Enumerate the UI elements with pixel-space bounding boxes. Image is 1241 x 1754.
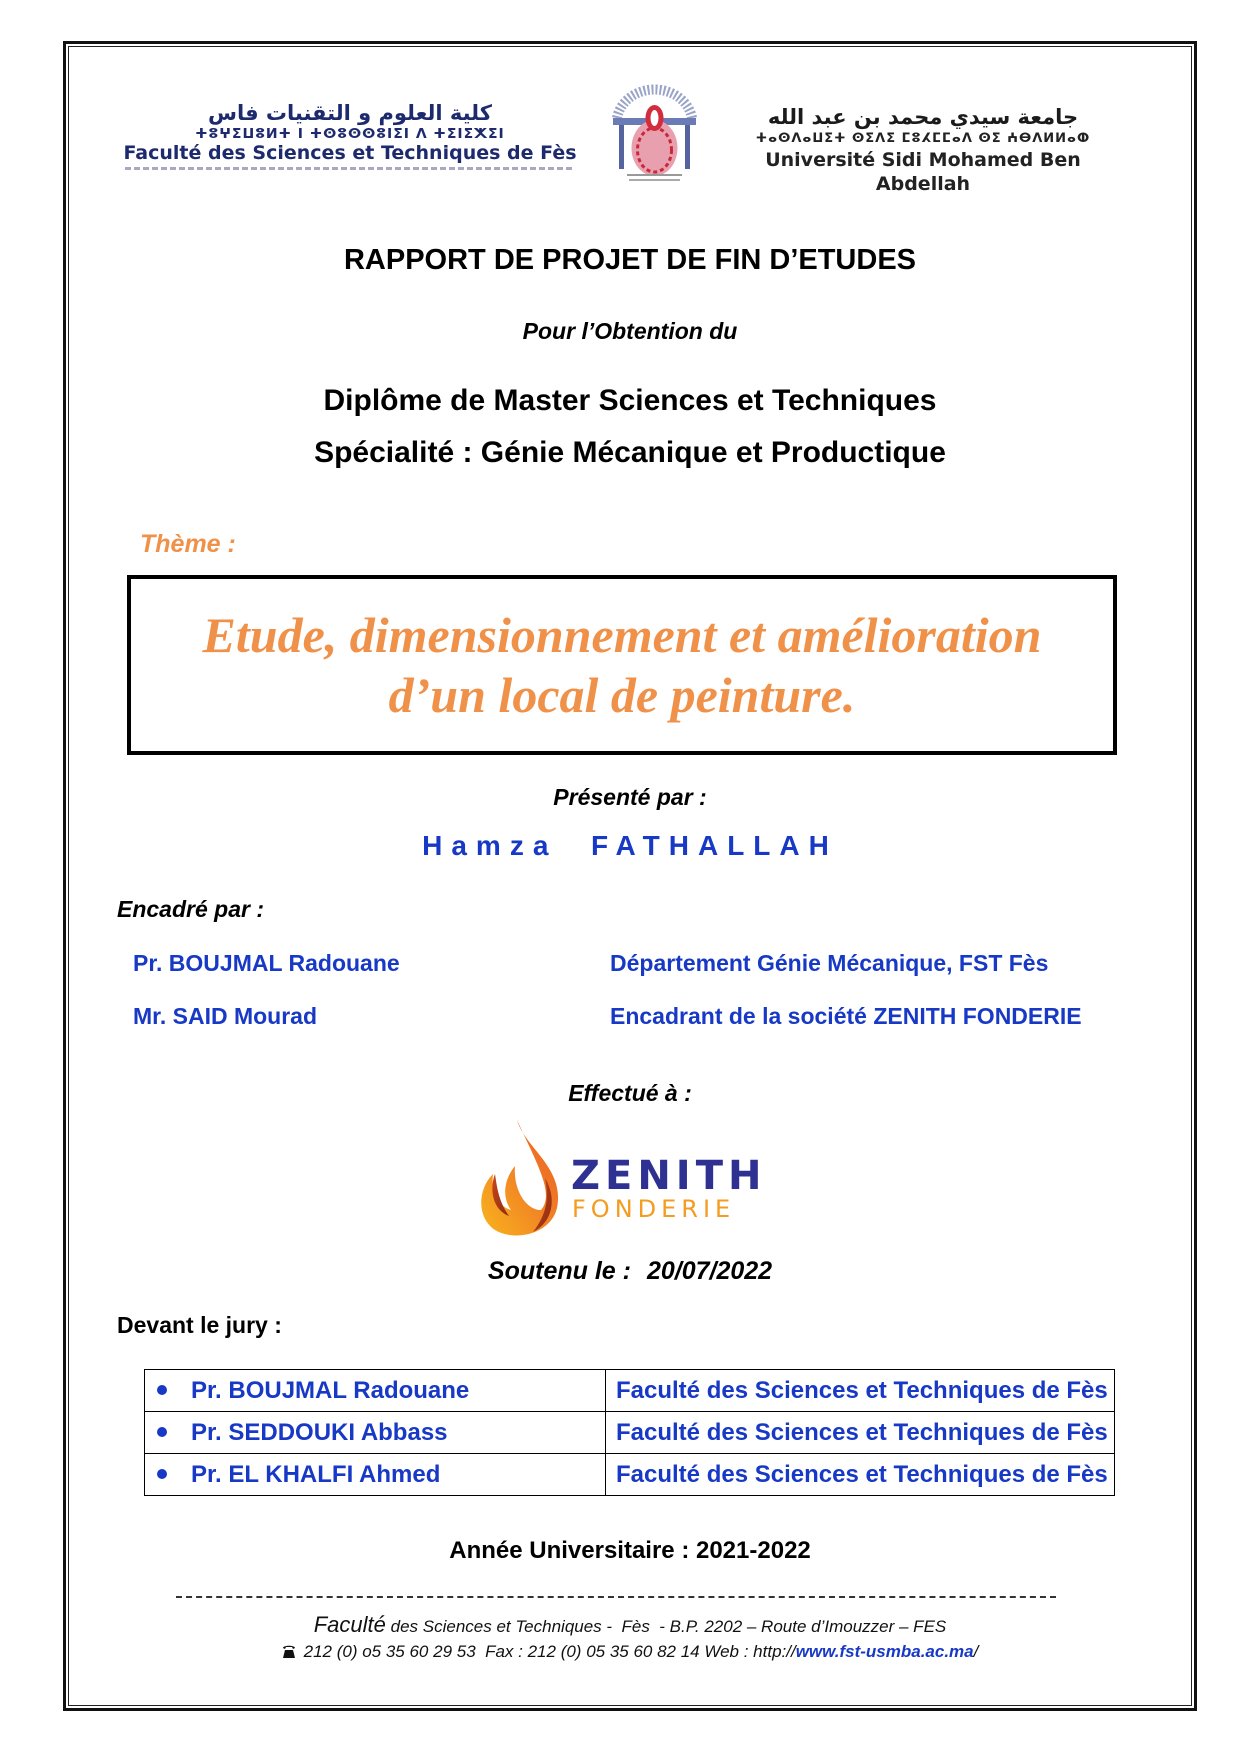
defense-date: 20/07/2022 [646, 1257, 773, 1285]
theme-box [127, 575, 1117, 755]
telephone-icon [282, 1644, 296, 1659]
footer-contact-text: 212 (0) o5 35 60 29 53 Fax : 212 (0) 05 35 60 82 14 Web : http:// [303, 1642, 796, 1661]
academic-year: Année Universitaire : 2021-2022 [449, 1537, 811, 1564]
supervised-by-label: Encadré par : [117, 896, 264, 922]
faculty-name-french: Faculté des Sciences et Techniques de Fès [123, 142, 577, 164]
jury-member-name: Pr. EL KHALFI Ahmed [191, 1460, 441, 1488]
diploma-title: Diplôme de Master Sciences et Techniques [323, 384, 937, 417]
footer-address-faculty: Faculté [313, 1612, 386, 1637]
company-logo-subtitle: FONDERIE [572, 1195, 736, 1223]
jury-member-org: Faculté des Sciences et Techniques de Fès [606, 1370, 1115, 1412]
supervisor-name: Mr. SAID Mourad [133, 1003, 318, 1029]
theme-title [203, 605, 1042, 725]
faculty-logo [120, 100, 580, 170]
jury-member-cell [145, 1412, 606, 1454]
university-name-tifinagh: ⵜⴰⵙⴷⴰⵡⵉⵜ ⵙⵉⴷⵉ ⵎⵓⵃⵎⵎⴰⴷ ⵙⵉ ⵄⴱⴷⵍⵍⴰⵀ [755, 131, 1091, 146]
obtention-subtitle: Pour l’Obtention du [522, 318, 738, 344]
footer-address [63, 1612, 1197, 1638]
table-row [145, 1370, 1115, 1412]
student-name: Hamza FATHALLAH [422, 830, 838, 861]
bullet-icon [157, 1427, 167, 1437]
footer-web-link[interactable]: www.fst-usmba.ac.ma [795, 1642, 974, 1661]
company-label: Effectué à : [568, 1080, 692, 1106]
company-logo [475, 1118, 775, 1242]
defense-label: Soutenu le : [487, 1257, 631, 1285]
jury-member-org: Faculté des Sciences et Techniques de Fès [606, 1412, 1115, 1454]
jury-member-cell [145, 1370, 606, 1412]
supervisor-role: Département Génie Mécanique, FST Fès [610, 950, 1049, 976]
theme-title-line-2: d’un local de peinture. [388, 667, 856, 723]
university-name-arabic: جامعة سيدي محمد بن عبد الله [767, 105, 1079, 129]
jury-label: Devant le jury : [117, 1312, 282, 1338]
faculty-logo-underline [125, 167, 575, 170]
defense-date-line [63, 1257, 1197, 1286]
jury-member-org: Faculté des Sciences et Techniques de Fès [606, 1454, 1115, 1496]
university-emblem-icon [607, 78, 702, 186]
university-name-french: Université Sidi Mohamed Ben Abdellah [765, 149, 1081, 195]
theme-title-line-1: Etude, dimensionnement et amélioration [202, 607, 1042, 663]
table-row [145, 1412, 1115, 1454]
jury-member-name: Pr. SEDDOUKI Abbass [191, 1418, 448, 1446]
supervisor-name: Pr. BOUJMAL Radouane [133, 950, 400, 976]
jury-member-name: Pr. BOUJMAL Radouane [191, 1376, 470, 1404]
flame-icon [475, 1118, 575, 1242]
jury-member-cell [145, 1454, 606, 1496]
report-title: RAPPORT DE PROJET DE FIN D’ETUDES [343, 244, 916, 276]
supervisor-role: Encadrant de la société ZENITH FONDERIE [610, 1003, 1082, 1029]
university-logo [733, 104, 1113, 196]
faculty-name-tifinagh: ⵜⵓⵖⵉⵡⵓⵍⵜ ⵏ ⵜⵙⵓⵙⵙⵓⵏⵉⵏ ⴷ ⵜⵉⵏⵉⵅⵉⵏ [195, 126, 505, 142]
footer-contact [63, 1642, 1197, 1662]
jury-table [144, 1369, 1115, 1496]
footer-address-rest: des Sciences et Techniques - Fès - B.P. 2202 – Route d’Imouzzer – FES [385, 1617, 947, 1636]
footer-divider [176, 1596, 1056, 1598]
footer-web-suffix: / [973, 1642, 979, 1661]
theme-label: Thème : [140, 530, 236, 558]
specialty-title: Spécialité : Génie Mécanique et Productique [314, 436, 946, 469]
faculty-name-arabic: كلية العلوم و التقنيات فاس [208, 101, 492, 125]
company-logo-name: ZENITH [571, 1153, 767, 1199]
bullet-icon [157, 1469, 167, 1479]
bullet-icon [157, 1385, 167, 1395]
table-row [145, 1454, 1115, 1496]
presented-by-label: Présenté par : [553, 784, 707, 810]
